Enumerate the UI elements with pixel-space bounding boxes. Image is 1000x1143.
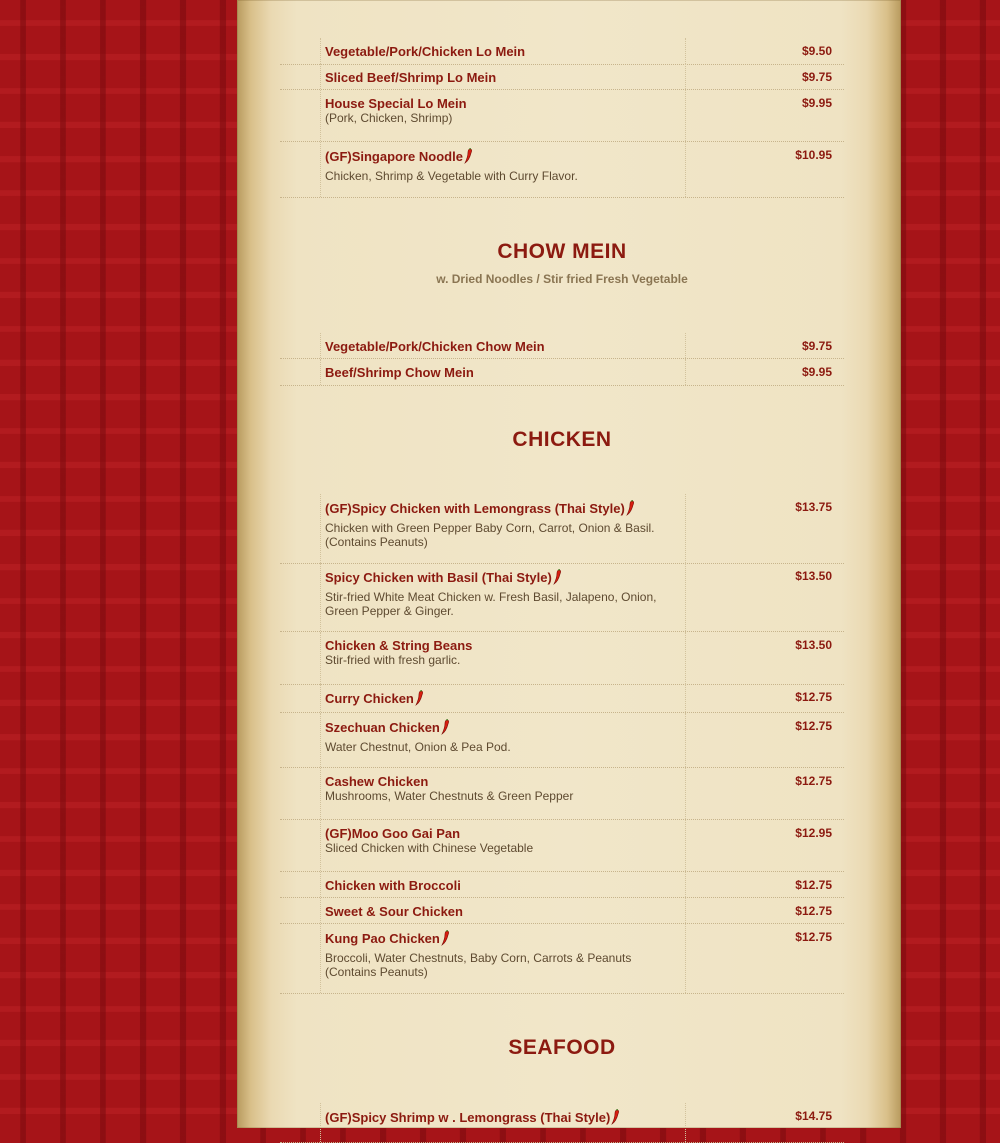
menu-item-price: $13.75 <box>795 500 832 514</box>
chili-pepper-icon <box>464 148 473 167</box>
menu-item-name: (GF)Spicy Shrimp w . Lemongrass (Thai Style) <box>325 1109 620 1128</box>
section-title-seafood: SEAFOOD <box>508 1036 616 1059</box>
chili-pepper-icon <box>441 719 450 738</box>
chili-pepper-icon <box>415 690 424 709</box>
menu-item-name: Vegetable/Pork/Chicken Chow Mein <box>325 339 545 354</box>
menu-item-name: Spicy Chicken with Basil (Thai Style) <box>325 569 562 588</box>
section-subtitle-chow-mein: w. Dried Noodles / Stir fried Fresh Vegetable <box>436 272 688 286</box>
menu-item <box>280 90 844 142</box>
menu-item-description: Water Chestnut, Onion & Pea Pod. <box>325 740 511 754</box>
menu-item <box>280 632 844 685</box>
menu-item-name: House Special Lo Mein <box>325 96 467 111</box>
menu-item-price: $12.75 <box>795 774 832 788</box>
menu-item-description: Broccoli, Water Chestnuts, Baby Corn, Carrots & Peanuts (Contains Peanuts) <box>325 951 632 979</box>
chili-pepper-icon <box>626 500 635 519</box>
menu-item-name: Beef/Shrimp Chow Mein <box>325 365 474 380</box>
menu-item-name: Vegetable/Pork/Chicken Lo Mein <box>325 44 526 59</box>
menu-item-name: Chicken & String Beans <box>325 638 473 653</box>
menu-item-description: Chicken, Shrimp & Vegetable with Curry Flavor. <box>325 169 578 183</box>
menu-item-price: $10.95 <box>795 148 832 162</box>
menu-item <box>280 64 844 90</box>
menu-item <box>280 494 844 564</box>
menu-item-name: (GF)Moo Goo Gai Pan <box>325 826 461 841</box>
menu-item-name: (GF)Spicy Chicken with Lemongrass (Thai Style) <box>325 500 635 519</box>
menu-item-description: (Pork, Chicken, Shrimp) <box>325 111 453 125</box>
menu-item <box>280 872 844 898</box>
section-title-chow-mein: CHOW MEIN <box>497 240 627 263</box>
menu-item <box>280 898 844 924</box>
menu-item-name: (GF)Singapore Noodle <box>325 148 473 167</box>
menu-item-name: Sliced Beef/Shrimp Lo Mein <box>325 70 497 85</box>
menu-item-name: Sweet & Sour Chicken <box>325 904 463 919</box>
menu-item <box>280 563 844 632</box>
menu-item-description: Sliced Chicken with Chinese Vegetable <box>325 841 534 855</box>
menu-item-price: $13.50 <box>795 569 832 583</box>
menu-item <box>280 38 844 65</box>
menu-item-description: Chicken with Green Pepper Baby Corn, Carrot, Onion & Basil. (Contains Peanuts) <box>325 521 655 549</box>
menu-item <box>280 142 844 198</box>
menu-item-price: $12.75 <box>795 930 832 944</box>
menu-item-description: Stir-fried White Meat Chicken w. Fresh Basil, Jalapeno, Onion, Green Pepper & Ginger. <box>325 590 657 618</box>
menu-item-price: $12.95 <box>795 826 832 840</box>
menu-paper <box>237 0 901 1128</box>
menu-item-price: $12.75 <box>795 719 832 733</box>
menu-item-price: $9.75 <box>801 339 832 353</box>
menu-item-name: Chicken with Broccoli <box>325 878 461 893</box>
menu-item-price: $12.75 <box>795 904 832 918</box>
menu-item <box>280 684 844 713</box>
menu-item-description: Mushrooms, Water Chestnuts & Green Pepper <box>325 789 574 803</box>
menu-item-price: $9.50 <box>801 44 832 58</box>
menu-item-name: Curry Chicken <box>325 690 424 709</box>
menu-item-description: Stir-fried with fresh garlic. <box>325 653 461 667</box>
menu-item <box>280 713 844 768</box>
menu-item-price: $9.95 <box>801 96 832 110</box>
menu-item-price: $9.95 <box>801 365 832 379</box>
menu-item-name: Kung Pao Chicken <box>325 930 450 949</box>
menu-item-name: Szechuan Chicken <box>325 719 450 738</box>
menu-item <box>280 333 844 359</box>
menu-item <box>280 820 844 872</box>
menu-item <box>280 924 844 994</box>
menu-item <box>280 359 844 386</box>
section-title-chicken: CHICKEN <box>512 428 612 451</box>
menu-item-price: $12.75 <box>795 878 832 892</box>
menu-item-price: $13.50 <box>795 638 832 652</box>
menu-item-price: $14.75 <box>795 1109 832 1123</box>
chili-pepper-icon <box>553 569 562 588</box>
chili-pepper-icon <box>441 930 450 949</box>
menu-item <box>280 1103 844 1143</box>
menu-item-price: $12.75 <box>795 690 832 704</box>
menu-item <box>280 768 844 820</box>
menu-item-price: $9.75 <box>801 70 832 84</box>
menu-item-name: Cashew Chicken <box>325 774 429 789</box>
chili-pepper-icon <box>611 1109 620 1128</box>
